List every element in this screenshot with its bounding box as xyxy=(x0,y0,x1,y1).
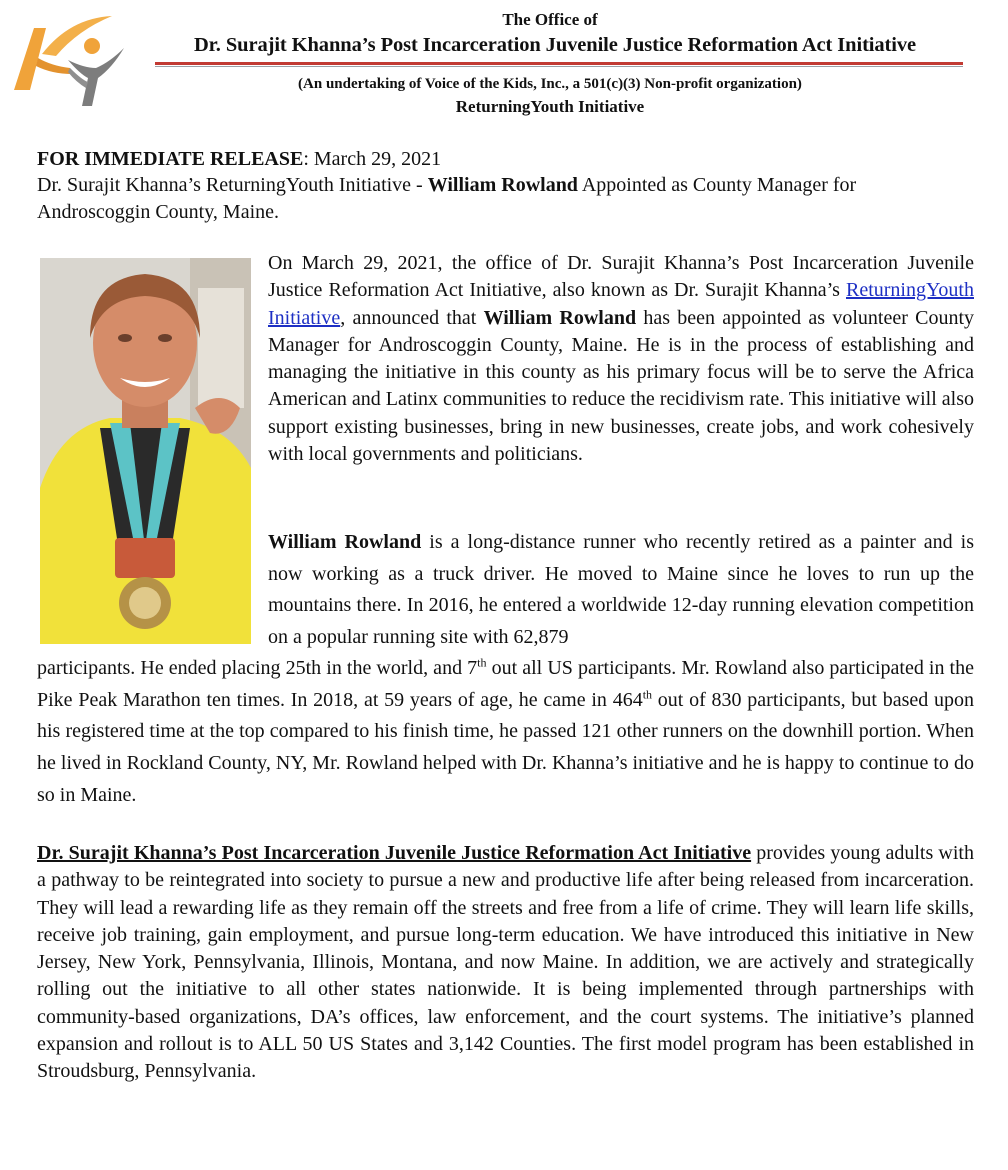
paragraph2-sup-2: th xyxy=(642,687,653,702)
paragraph-initiative-description xyxy=(37,840,974,1086)
header-office-line: The Office of xyxy=(502,10,598,29)
returningyouth-initiative-link[interactable]: ReturningYouth Initiative xyxy=(268,279,974,329)
paragraph1-text-1: On March 29, 2021, the office of Dr. Surajit Khanna’s Post Incarceration Juvenile Justice Reformation Act Initiative, also known as Dr. Surajit Khanna’s xyxy=(268,252,974,302)
portrait-photo xyxy=(40,258,251,644)
headline-name: William Rowland xyxy=(427,174,578,196)
release-line xyxy=(37,146,977,173)
paragraph1-text-3: has been appointed as volunteer County Manager for Androscoggin County, Maine. He is in the process of establishing and managing the initiative in this county as his primary focus will be to serve the Africa American and Latinx communities to reduce the recidivism rate. This initiative will also support existing businesses, bring in new businesses, create jobs, and work cohesively with local governments and politicians. xyxy=(268,306,975,466)
header-rule-red xyxy=(155,62,963,65)
paragraph-appointment xyxy=(268,250,974,468)
headline-prefix: Dr. Surajit Khanna’s ReturningYouth Initiative - xyxy=(37,174,428,196)
paragraph1-text-2: , announced that xyxy=(340,306,484,329)
paragraph2-text-1: is a long-distance runner who recently retired as a painter and is now working as a truck driver. He moved to Maine since he loves to run up the mountains there. In 2016, he entered a worldwide 12-day running elevation competition on a popular running site with 62,879 xyxy=(268,531,974,649)
paragraph3-text: provides young adults with a pathway to be reintegrated into society to pursue a new and productive life after being released from incarceration. They will lead a rewarding life as they remain off the streets and free from a life of crime. They will learn life skills, receive job training, gain employment, and pursue long-term education. We have introduced this initiative in New Jersey, New York, Pennsylvania, Illinois, Montana, and now Maine. In addition, we are actively and strategically rolling out the initiative to all other states nationwide. It is being implemented through partnerships with community-based organizations, DA’s offices, law enforcement, and the court systems. The initiative’s planned expansion and rollout is to ALL 50 US States and 3,142 Counties. The first model program has been established in Stroudsburg, Pennsylvania. xyxy=(37,842,974,1083)
header-subtitle: (An undertaking of Voice of the Kids, Inc., a 501(c)(3) Non-profit organization) xyxy=(298,76,802,92)
paragraph2-sup-1: th xyxy=(477,655,487,670)
headline-suffix: Appointed as County Manager for Androscoggin County, Maine. xyxy=(37,174,857,223)
paragraph2-text-3: out all US participants. Mr. Rowland also participated in the Pike Peak Marathon ten times. In 2018, at 59 years of age, he came in 464 xyxy=(37,657,974,711)
release-label: FOR IMMEDIATE RELEASE xyxy=(37,148,304,170)
release-date: : March 29, 2021 xyxy=(303,148,442,170)
paragraph1-name: William Rowland xyxy=(483,306,637,329)
header-program-name: ReturningYouth Initiative xyxy=(455,97,645,116)
header-title: Dr. Surajit Khanna’s Post Incarceration Juvenile Justice Reformation Act Initiative xyxy=(193,34,917,56)
header-rule-gray xyxy=(155,66,963,67)
paragraph2-text-2: participants. He ended placing 25th in the world, and 7 xyxy=(37,657,478,679)
paragraph3-title: Dr. Surajit Khanna’s Post Incarceration Juvenile Justice Reformation Act Initiative xyxy=(37,842,752,864)
paragraph-biography-rest xyxy=(37,653,974,812)
paragraph2-name: William Rowland xyxy=(268,531,422,553)
paragraph-biography-top xyxy=(268,527,974,654)
paragraph2-text-4: out of 830 participants, but based upon his registered time at the top compared to his finish time, he passed 121 other runners on the downhill portion. When he lived in Rockland County, NY, Mr. Rowland helped with Dr. Khanna’s initiative and he is happy to continue to do so in Maine. xyxy=(37,688,974,806)
kid-figure-logo-icon xyxy=(12,8,130,108)
headline xyxy=(37,172,937,226)
